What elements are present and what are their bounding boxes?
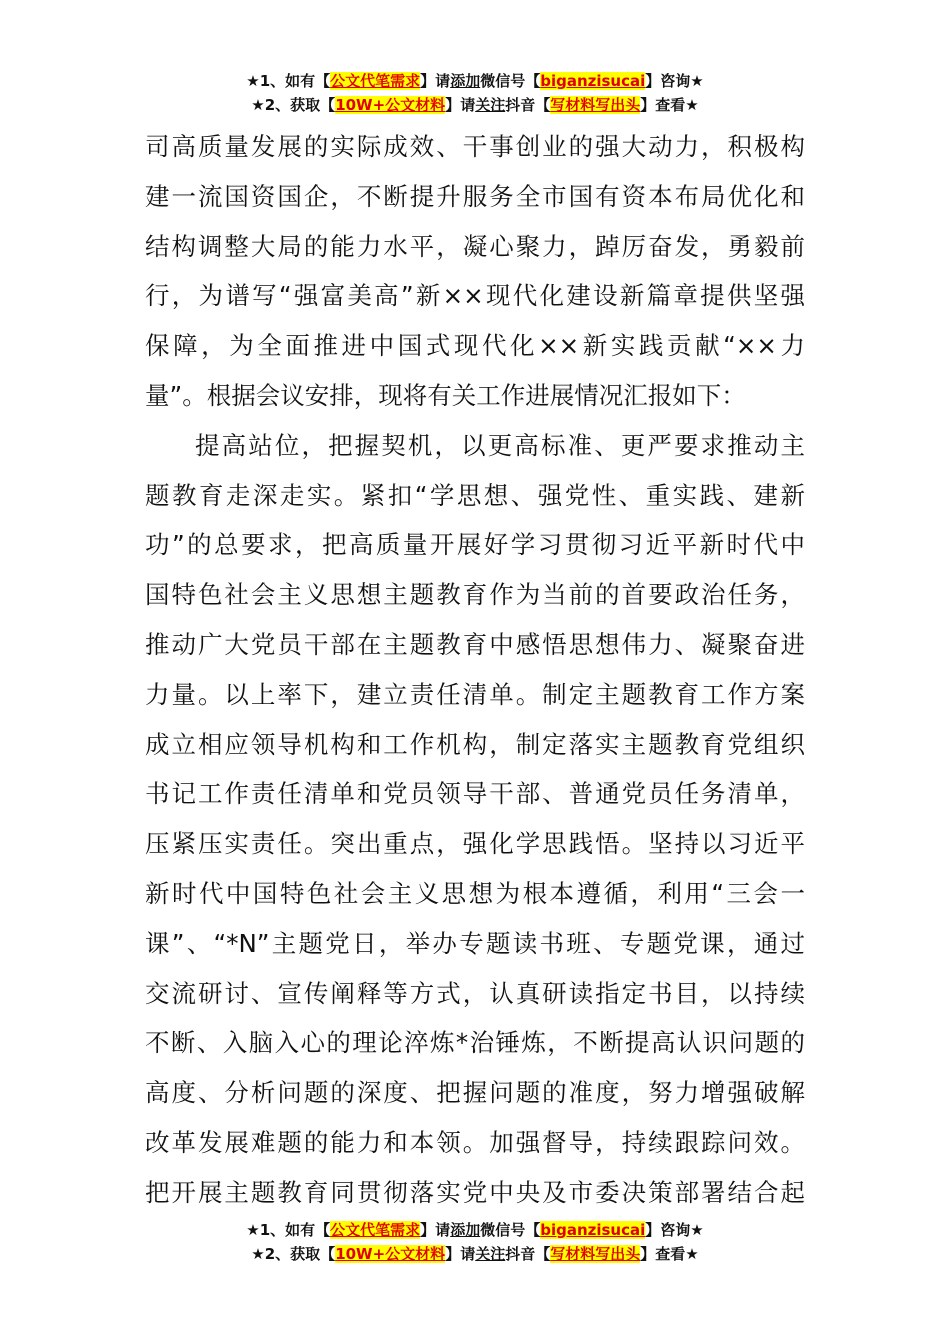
text: 】查看★ [640,1245,699,1263]
text-line: 题教育走深走实。紧扣“学思想、强党性、重实践、建新 [145,480,805,510]
text-line: 推动广大党员干部在主题教育中感悟思想伟力、凝聚奋进 [145,629,805,659]
text-line: 行，为谱写“强富美高”新××现代化建设新篇章提供坚强 [145,281,805,311]
footer-banner [0,1218,950,1266]
text: 】请 [420,72,451,90]
text-line: 保障，为全面推进中国式现代化××新实践贡献“××力 [145,331,805,361]
text-line: 建一流国资国企，不断提升服务全市国有资本布局优化和 [145,181,805,211]
highlight: 10W+公文材料 [335,96,446,114]
text-line: 结构调整大局的能力水平，凝心聚力，踔厉奋发，勇毅前 [145,231,805,261]
text-line: 司高质量发展的实际成效、干事创业的强大动力，积极构 [145,132,805,161]
text: 微信号【 [480,72,541,90]
text: 抖音【 [505,96,551,114]
text: ★2、获取【 [251,1245,336,1263]
text: ★1、如有【 [246,72,331,90]
text: 】咨询★ [645,1221,704,1239]
text: ★2、获取【 [251,96,336,114]
wechat-id: biganzisucai [540,72,646,90]
text: 】请 [420,1221,451,1239]
text-line: 改革发展难题的能力和本领。加强督导，持续跟踪问效。 [145,1127,805,1157]
banner-line-2 [0,93,950,117]
douyin-id: 写材料写出头 [550,96,641,114]
text-line: 新时代中国特色社会主义思想为根本遵循，利用“三会一 [145,878,805,908]
header-banner [0,69,950,117]
banner-line-1 [0,69,950,93]
highlight: 公文代笔需求 [330,72,421,90]
text: 】请 [445,96,476,114]
text-line: 不断、入脑入心的理论淬炼*治锤炼，不断提高认识问题的 [145,1028,805,1058]
body-text [145,122,805,1218]
text-line: 功”的总要求，把高质量开展好学习贯彻习近平新时代中 [145,530,805,560]
highlight: 公文代笔需求 [330,1221,421,1239]
text-line: 国特色社会主义思想主题教育作为当前的首要政治任务， [145,580,805,610]
text-line: 压紧压实责任。突出重点，强化学思践悟。坚持以习近平 [145,829,805,859]
banner-line-1 [0,1218,950,1242]
highlight: 10W+公文材料 [335,1245,446,1263]
text: 】请 [445,1245,476,1263]
text: 】咨询★ [645,72,704,90]
text-line: 书记工作责任清单和党员领导干部、普通党员任务清单， [145,779,805,809]
text: ★1、如有【 [246,1221,331,1239]
banner-line-2 [0,1242,950,1266]
text-line: 力量。以上率下，建立责任清单。制定主题教育工作方案 [145,679,805,709]
text: 添加 [450,72,481,90]
text-line: 成立相应领导机构和工作机构，制定落实主题教育党组织 [145,729,805,759]
text-line: 高度、分析问题的深度、把握问题的准度，努力增强破解 [145,1078,805,1108]
wechat-id: biganzisucai [540,1221,646,1239]
text: 微信号【 [480,1221,541,1239]
text: 】查看★ [640,96,699,114]
douyin-id: 写材料写出头 [550,1245,641,1263]
text: 添加 [450,1221,481,1239]
text: 关注 [475,1245,506,1263]
text: 关注 [475,96,506,114]
text: 抖音【 [505,1245,551,1263]
text-line: 提高站位，把握契机，以更高标准、更严要求推动主 [195,430,805,460]
text-line: 课”、“*N”主题党日，举办专题读书班、专题党课，通过 [145,928,805,958]
text-line: 量”。根据会议安排，现将有关工作进展情况汇报如下： [145,380,746,410]
text-line: 交流研讨、宣传阐释等方式，认真研读指定书目，以持续 [145,978,805,1008]
text-line: 把开展主题教育同贯彻落实党中央及市委决策部署结合起 [145,1177,805,1207]
